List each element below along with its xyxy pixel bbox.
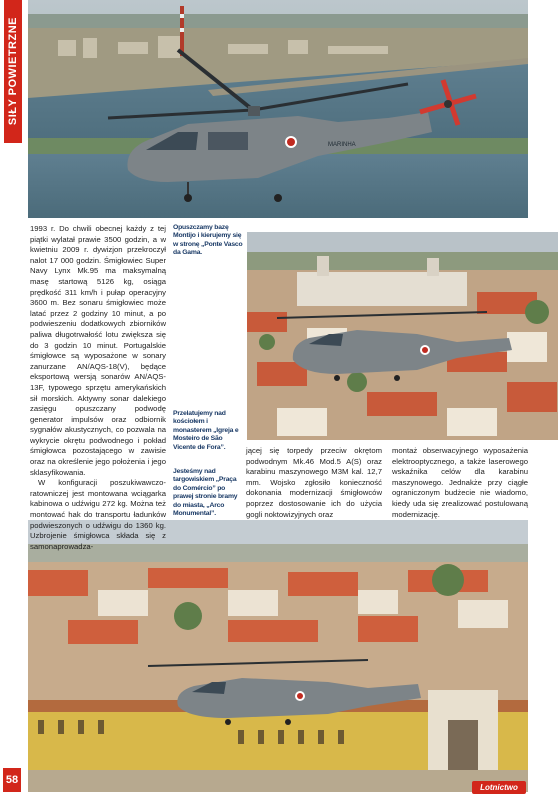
photo-caption: Opuszczamy bazę Montijo i kierujemy się w stronę „Ponte Vasco da Gama.: [173, 224, 243, 257]
paragraph: jącej się torpedy przeciw okrętom podwodnym Mk.46 Mod.5 A(S) oraz karabinu maszynowego M3M kal. 12,7 mm. Wojsko zgłosiło konieczność dokonania modernizacji śmigłowców poprzez dostosowanie ich do użycia gogli noktowizyjnych oraz: [246, 446, 382, 519]
article-column-3: [246, 446, 382, 520]
photo-helicopter-over-estuary: [28, 0, 528, 218]
section-tag: [4, 0, 22, 143]
magazine-logo: Lotnictwo: [472, 781, 526, 794]
article-column-1: [30, 224, 166, 552]
photo-helicopter-over-square: [28, 520, 528, 792]
paragraph: 1993 r. Do chwili obecnej każdy z tej piątki wylatał prawie 3500 godzin, a w kwietniu 2009 r. dywizjon przekroczył nalot 17 000 godzin. Śmigłowiec Super Navy Lynx Mk.95 ma maksymalną masę startową 5126 kg, osiąga prędkość 311 km/h i pułap operacyjny 3600 m. Bez sonaru śmigłowiec może latać przez 2 godziny 10 minut, a po podwieszeniu dodatkowych zbiorników paliwa długotrwałość lotu zwiększa się do 3 godzin 10 minut. Portugalskie śmigłowce są wyposażone w sonary zanurzane AN/AQS-18(V), będące eksportową wersją sonarów AN/AQS-13F, typowego sprzętu amerykańskich sił morskich. Aktywny sonar dalekiego zasięgu opuszczany podwodę generator impulsów oraz odbiornik sygnałów akustycznych, co pozwala na wykrycie okrętu podwodnego i pokład śmigłowca pozostającego w zawisie oraz na określenie jego położenia i jego sklasyfikowania.: [30, 224, 166, 477]
photo-caption: Przelatujemy nad kościołem i monasterem „Igreja e Mosteiro de São Vicente de Fora”.: [173, 410, 239, 451]
paragraph: W konfiguracji poszukiwawczo-ratowniczej jest montowana wciągarka kabinowa o udźwigu 272 kg. Można też montować hak do transportu ładunków podwieszonych o udźwigu do 1360 kg. Uzbrojenie śmigłowca składa się z samonaprowadza-: [30, 478, 166, 551]
photo-helicopter-over-monastery: [247, 232, 558, 440]
section-tag-label: SIŁY POWIETRZNE: [7, 17, 19, 126]
paragraph: montaż obserwacyjnego wyposażenia elektrooptycznego, a także laserowego wskaźnika celów dla karabinu maszynowego. Jednakże przy ciągłe ograniczonym budżecie nie wiadomo, kiedy uda się zrealizować postulowaną modernizację.: [392, 446, 528, 519]
article-column-4: [392, 446, 528, 520]
helicopter-marking-text: MARINHA: [328, 142, 356, 148]
photo-caption: Jesteśmy nad targowiskiem „Praça do Comércio” po prawej stronie bramy do miasta, „Arco Monumental”.: [173, 468, 238, 518]
page-number: 58: [3, 768, 21, 792]
